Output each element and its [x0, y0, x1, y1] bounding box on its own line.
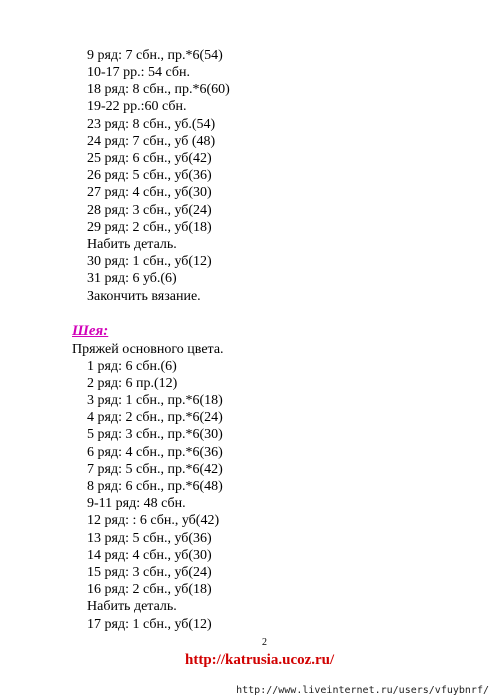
- watermark-url: http://www.liveinternet.ru/users/vfuybnrf/: [236, 685, 489, 696]
- instruction-text: Набить деталь.: [87, 599, 177, 614]
- pattern-row: 24 ряд: 7 сбн., уб (48): [87, 134, 216, 149]
- pattern-row: 4 ряд: 2 сбн., пр.*6(24): [87, 410, 223, 425]
- pattern-row: 5 ряд: 3 сбн., пр.*6(30): [87, 427, 223, 442]
- pattern-row: 30 ряд: 1 сбн., уб(12): [87, 254, 212, 269]
- pattern-row: 26 ряд: 5 сбн., уб(36): [87, 168, 212, 183]
- pattern-row: 16 ряд: 2 сбн., уб(18): [87, 582, 212, 597]
- page-number: 2: [262, 637, 267, 648]
- pattern-row: 8 ряд: 6 сбн., пр.*6(48): [87, 479, 223, 494]
- pattern-row: 10-17 рр.: 54 сбн.: [87, 65, 191, 80]
- pattern-row: 3 ряд: 1 сбн., пр.*6(18): [87, 393, 223, 408]
- pattern-row: 17 ряд: 1 сбн., уб(12): [87, 617, 212, 632]
- pattern-row: 1 ряд: 6 сбн.(6): [87, 359, 177, 374]
- pattern-row: 29 ряд: 2 сбн., уб(18): [87, 220, 212, 235]
- section-intro: Пряжей основного цвета.: [72, 342, 224, 357]
- pattern-row: 13 ряд: 5 сбн., уб(36): [87, 531, 212, 546]
- section-heading-neck: Шея:: [72, 323, 109, 339]
- instruction-text: Закончить вязание.: [87, 289, 201, 304]
- pattern-row: 14 ряд: 4 сбн., уб(30): [87, 548, 212, 563]
- pattern-row: 18 ряд: 8 сбн., пр.*6(60): [87, 82, 230, 97]
- pattern-row: 19-22 рр.:60 сбн.: [87, 99, 187, 114]
- pattern-row: 6 ряд: 4 сбн., пр.*6(36): [87, 445, 223, 460]
- pattern-row: 12 ряд: : 6 сбн., уб(42): [87, 513, 220, 528]
- site-link[interactable]: http://katrusia.ucoz.ru/: [185, 652, 335, 668]
- pattern-row: 25 ряд: 6 сбн., уб(42): [87, 151, 212, 166]
- pattern-row: 31 ряд: 6 уб.(6): [87, 271, 177, 286]
- pattern-row: 7 ряд: 5 сбн., пр.*6(42): [87, 462, 223, 477]
- pattern-row: 9-11 ряд: 48 сбн.: [87, 496, 186, 511]
- pattern-row: 2 ряд: 6 пр.(12): [87, 376, 178, 391]
- pattern-row: 27 ряд: 4 сбн., уб(30): [87, 185, 212, 200]
- pattern-row: 9 ряд: 7 сбн., пр.*6(54): [87, 48, 223, 63]
- pattern-row: 28 ряд: 3 сбн., уб(24): [87, 203, 212, 218]
- pattern-row: 23 ряд: 8 сбн., уб.(54): [87, 117, 216, 132]
- instruction-text: Набить деталь.: [87, 237, 177, 252]
- pattern-row: 15 ряд: 3 сбн., уб(24): [87, 565, 212, 580]
